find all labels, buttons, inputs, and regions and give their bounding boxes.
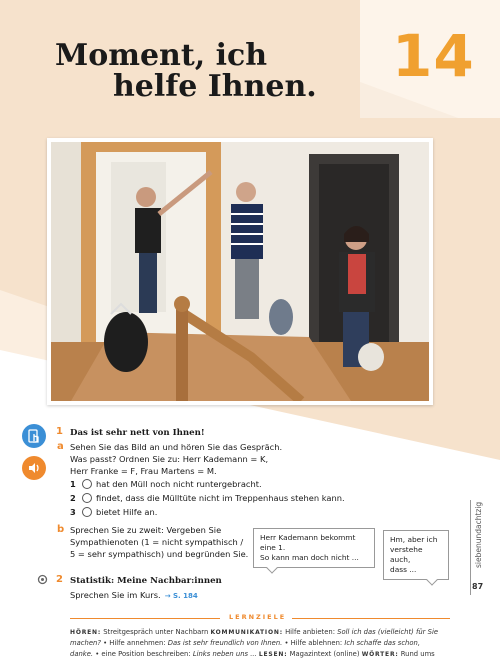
lernziele-rule-left: [70, 618, 220, 619]
lernziele-text: HÖREN: Streitgespräch unter Nachbarn KOMMUNIKATION: Hilfe anbieten: Soll ich das (vielleicht) für Sie machen? • Hilfe annehmen: Das ist sehr freundlich von Ihnen. • Hilfe ablehnen: Ich schaffe das schon, danke. • eine Position beschreiben: Links neben uns ... LESEN: Magazintext (online) WÖRTER: Rund ums: [70, 628, 439, 658]
settings-gear-icon: [37, 574, 48, 585]
option-3-radio[interactable]: [82, 507, 92, 517]
exercise-1a-instruction: Sehen Sie das Bild an und hören Sie das Gespräch. Was passt? Ordnen Sie zu: Herr Kademann = K, Herr Franke = F, Frau Martens = M.: [70, 442, 283, 476]
exercise-2-title: Statistik: Meine Nachbar:innen: [70, 576, 222, 586]
exercise-2-number: 2: [56, 574, 63, 585]
page-word: siebenundachtzig: [474, 501, 483, 568]
exercise-1b-instruction: Sprechen Sie zu zweit: Vergeben Sie Sympathienoten (1 = nicht sympathisch / 5 = sehr sympathisch) und begründen Sie.: [70, 525, 249, 559]
speech-bubble-2: Hm, aber ich verstehe auch, dass ...: [383, 530, 449, 580]
speech-bubble-1: Herr Kademann bekommt eine 1. So kann man doch nicht ...: [253, 528, 375, 568]
option-2: 2 findet, dass die Mülltüte nicht im Treppenhaus stehen kann.: [70, 493, 345, 503]
option-3: 3 bietet Hilfe an.: [70, 507, 158, 517]
exercise-1-number: 1: [56, 426, 63, 437]
chapter-number: 14: [392, 22, 475, 90]
page-reference-link[interactable]: → S. 184: [164, 592, 198, 600]
exercise-1-title: Das ist sehr nett von Ihnen!: [70, 428, 205, 438]
exercise-1a-label: a: [57, 441, 64, 452]
pointing-hand-icon[interactable]: [22, 424, 46, 448]
page-number: 87: [472, 582, 484, 591]
page-title: Moment, ich helfe Ihnen.: [55, 38, 317, 104]
side-divider: [470, 500, 471, 595]
option-1-radio[interactable]: [82, 479, 92, 489]
lernziele-label: LERNZIELE: [229, 613, 287, 621]
option-2-radio[interactable]: [82, 493, 92, 503]
speaker-audio-icon[interactable]: [22, 456, 46, 480]
lernziele-rule-right: [292, 618, 450, 619]
exercise-2-instruction: Sprechen Sie im Kurs. → S. 184: [70, 590, 198, 600]
option-1: 1 hat den Müll noch nicht runtergebracht.: [70, 479, 262, 489]
exercise-1b-label: b: [57, 524, 65, 535]
scene-photo: [47, 138, 433, 405]
